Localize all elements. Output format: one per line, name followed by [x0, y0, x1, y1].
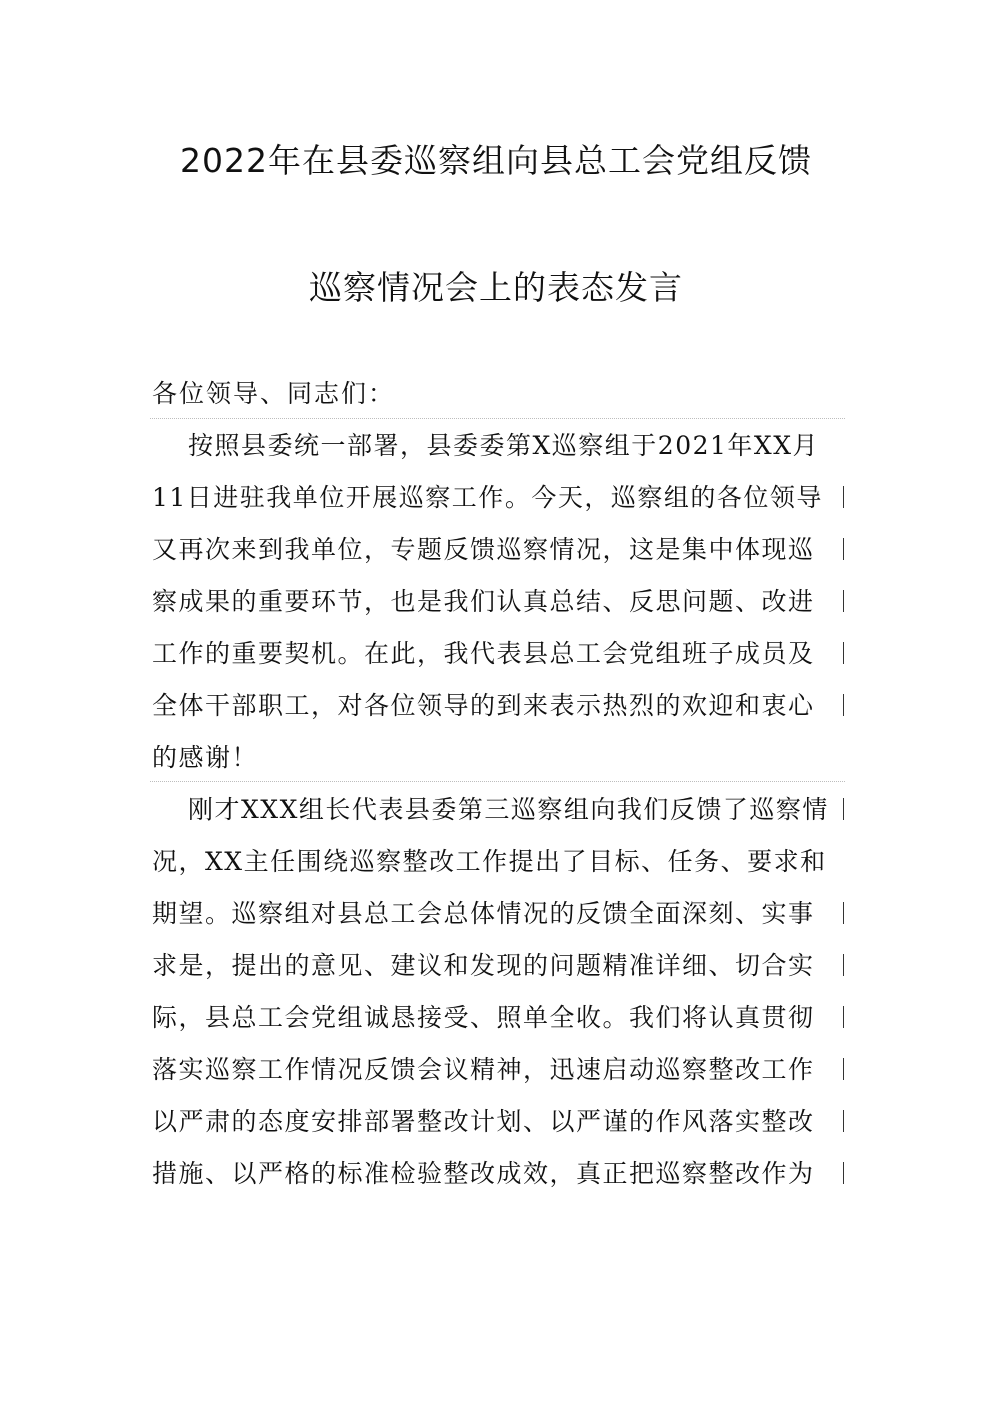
paragraph-line: 工作的重要契机。在此，我代表县总工会党组班子成员及: [152, 639, 815, 668]
margin-mark: [843, 538, 844, 560]
margin-mark: [843, 486, 844, 508]
margin-mark: [843, 798, 844, 820]
paragraph-line: 际，县总工会党组诚恳接受、照单全收。我们将认真贯彻: [152, 1003, 815, 1032]
paragraph-line: 又再次来到我单位，专题反馈巡察情况，这是集中体现巡: [152, 535, 815, 564]
margin-mark: [843, 642, 844, 664]
paragraph-line: 措施、以严格的标准检验整改成效，真正把巡察整改作为: [152, 1159, 815, 1188]
paragraph-line: 以严肃的态度安排部署整改计划、以严谨的作风落实整改: [152, 1107, 815, 1136]
paragraph-line: 况，XX主任围绕巡察整改工作提出了目标、任务、要求和: [152, 847, 827, 876]
paragraph-line: 的感谢！: [152, 743, 259, 772]
margin-mark: [843, 694, 844, 716]
paragraph-line: 按照县委统一部署，县委委第X巡察组于2021年XX月: [188, 431, 820, 460]
dotted-separator: [150, 418, 845, 419]
paragraph-2: [152, 784, 844, 1200]
margin-mark: [843, 1006, 844, 1028]
paragraph-1: [152, 420, 844, 784]
paragraph-line: 全体干部职工，对各位领导的到来表示热烈的欢迎和衷心: [152, 691, 815, 720]
margin-mark: [843, 902, 844, 924]
document-title-line-1: 2022年在县委巡察组向县总工会党组反馈: [180, 141, 812, 180]
paragraph-line: 察成果的重要环节，也是我们认真总结、反思问题、改进: [152, 587, 815, 616]
document-title-line-2: 巡察情况会上的表态发言: [309, 268, 683, 307]
margin-mark: [843, 590, 844, 612]
paragraph-line: 落实巡察工作情况反馈会议精神，迅速启动巡察整改工作: [152, 1055, 815, 1084]
paragraph-line: 11日进驻我单位开展巡察工作。今天，巡察组的各位领导: [152, 483, 823, 512]
paragraph-line: 刚才XXX组长代表县委第三巡察组向我们反馈了巡察情: [188, 795, 829, 824]
margin-mark: [843, 954, 844, 976]
dotted-separator: [150, 781, 845, 782]
margin-mark: [843, 1110, 844, 1132]
margin-mark: [843, 1162, 844, 1184]
margin-mark: [843, 1058, 844, 1080]
paragraph-line: 求是，提出的意见、建议和发现的问题精准详细、切合实: [152, 951, 815, 980]
salutation: 各位领导、同志们：: [152, 379, 396, 408]
paragraph-line: 期望。巡察组对县总工会总体情况的反馈全面深刻、实事: [152, 899, 815, 928]
